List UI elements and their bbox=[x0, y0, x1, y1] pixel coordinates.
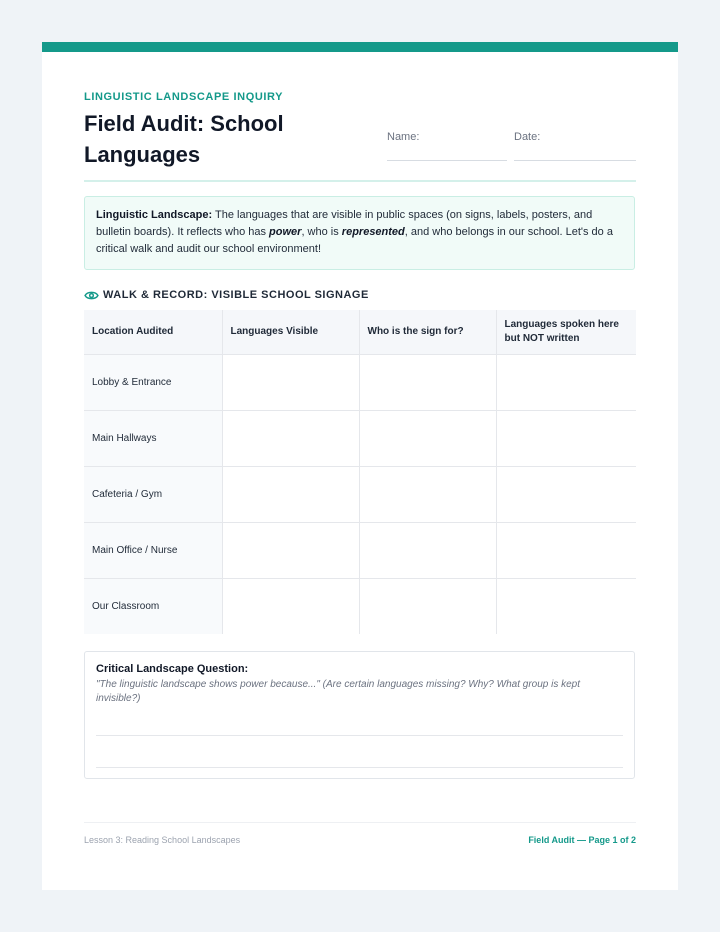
audience-cell[interactable] bbox=[359, 354, 496, 410]
answer-line[interactable] bbox=[96, 735, 623, 736]
table-row bbox=[84, 522, 636, 578]
location-cell: Our Classroom bbox=[84, 578, 222, 634]
location-cell: Cafeteria / Gym bbox=[84, 466, 222, 522]
audience-cell[interactable] bbox=[359, 578, 496, 634]
footer-page-number: Field Audit — Page 1 of 2 bbox=[528, 835, 636, 845]
section-heading bbox=[84, 289, 369, 301]
unwritten-languages-cell[interactable] bbox=[496, 522, 636, 578]
footer-divider bbox=[84, 822, 636, 823]
name-label: Name: bbox=[387, 131, 420, 143]
languages-visible-cell[interactable] bbox=[222, 410, 359, 466]
languages-visible-cell[interactable] bbox=[222, 578, 359, 634]
column-header-audience: Who is the sign for? bbox=[359, 310, 496, 354]
audience-cell[interactable] bbox=[359, 522, 496, 578]
date-field-line[interactable] bbox=[514, 160, 636, 161]
page-title: Field Audit: School Languages bbox=[84, 111, 284, 167]
callout-term: Linguistic Landscape: bbox=[96, 209, 213, 221]
unwritten-languages-cell[interactable] bbox=[496, 578, 636, 634]
critical-question-box bbox=[84, 651, 635, 779]
unwritten-languages-cell[interactable] bbox=[496, 410, 636, 466]
callout-emphasis-power: power bbox=[269, 226, 302, 238]
table-row bbox=[84, 410, 636, 466]
location-cell: Lobby & Entrance bbox=[84, 354, 222, 410]
callout-text-2: , who is bbox=[301, 226, 342, 238]
signage-audit-table bbox=[84, 310, 636, 634]
column-header-languages-visible: Languages Visible bbox=[222, 310, 359, 354]
callout-text-1: The languages that are visible in public spaces (on signs, labels, posters, and bulletin boards). It reflects who has bbox=[96, 209, 593, 238]
header-divider bbox=[84, 180, 636, 182]
date-label: Date: bbox=[514, 131, 541, 143]
table-header-row bbox=[84, 310, 636, 354]
languages-visible-cell[interactable] bbox=[222, 354, 359, 410]
column-header-unwritten-languages: Languages spoken here but NOT written bbox=[496, 310, 636, 354]
callout-text-3: , and who belongs in our school. Let's do a critical walk and audit our school environment! bbox=[96, 226, 613, 255]
languages-visible-cell[interactable] bbox=[222, 522, 359, 578]
table-row bbox=[84, 354, 636, 410]
languages-visible-cell[interactable] bbox=[222, 466, 359, 522]
audience-cell[interactable] bbox=[359, 410, 496, 466]
unwritten-languages-cell[interactable] bbox=[496, 466, 636, 522]
column-header-location: Location Audited bbox=[84, 310, 222, 354]
location-cell: Main Hallways bbox=[84, 410, 222, 466]
definition-callout bbox=[84, 196, 635, 270]
audience-cell[interactable] bbox=[359, 466, 496, 522]
table-row bbox=[84, 578, 636, 634]
footer-lesson-label: Lesson 3: Reading School Landscapes bbox=[84, 835, 241, 845]
location-cell: Main Office / Nurse bbox=[84, 522, 222, 578]
table-row bbox=[84, 466, 636, 522]
eye-icon bbox=[84, 290, 99, 301]
name-field-line[interactable] bbox=[387, 160, 507, 161]
answer-line[interactable] bbox=[96, 767, 623, 768]
accent-top-bar bbox=[42, 42, 678, 52]
question-title: Critical Landscape Question: bbox=[96, 663, 249, 675]
callout-emphasis-represented: represented bbox=[341, 226, 405, 238]
section-title: WALK & RECORD: VISIBLE SCHOOL SIGNAGE bbox=[103, 289, 369, 301]
eyebrow-label: LINGUISTIC LANDSCAPE INQUIRY bbox=[84, 91, 284, 103]
worksheet-page bbox=[42, 42, 678, 890]
question-prompt: "The linguistic landscape shows power because..." (Are certain languages missing? Why? What group is kept invisible?) bbox=[96, 679, 581, 704]
unwritten-languages-cell[interactable] bbox=[496, 354, 636, 410]
